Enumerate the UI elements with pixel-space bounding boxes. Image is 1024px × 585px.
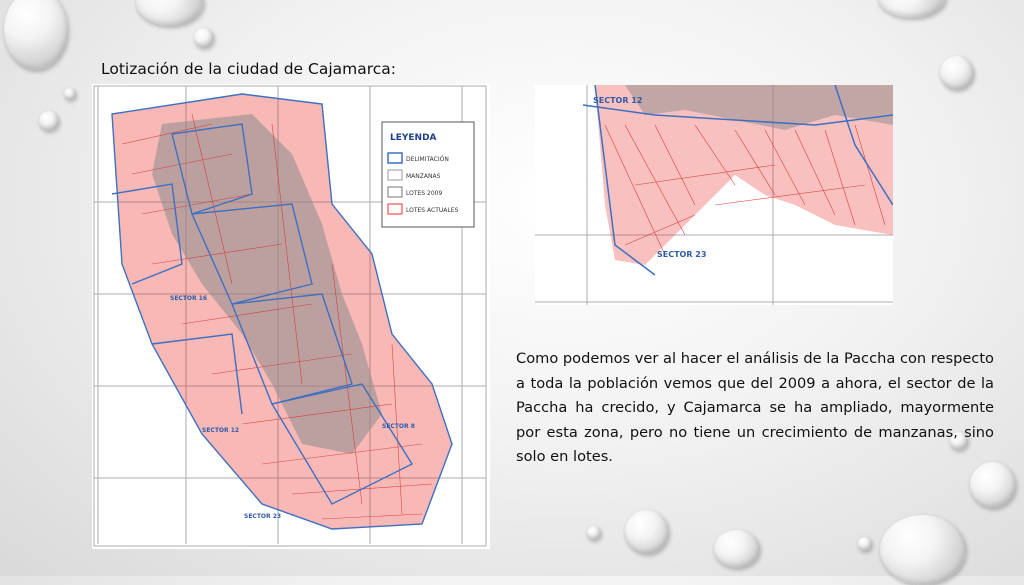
water-drop: [64, 88, 76, 100]
water-drop: [4, 0, 68, 70]
water-drop: [194, 28, 214, 48]
water-drop: [587, 526, 601, 540]
map-sector-label: SECTOR 23: [244, 513, 282, 520]
paccha-zoom-map: [535, 85, 893, 305]
legend-title: LEYENDA: [390, 133, 437, 143]
water-drop: [940, 56, 974, 90]
map-legend: [382, 122, 474, 227]
water-drop: [880, 515, 966, 585]
map-sector-label: SECTOR 12: [202, 427, 240, 434]
water-drop: [858, 537, 872, 551]
legend-item-label: DELIMITACIÓN: [406, 156, 449, 163]
legend-item-label: MANZANAS: [406, 173, 441, 180]
map-sector-label: SECTOR 16: [170, 295, 208, 302]
slide-title: Lotización de la ciudad de Cajamarca:: [101, 60, 397, 78]
analysis-paragraph: Como podemos ver al hacer el análisis de la Paccha con respecto a toda la población vemos que del 2009 a ahora, el sector de la Paccha ha crecido, y Cajamarca se ha ampliado, mayormente por esta zona, pero no tiene un crecimiento de manzanas, sino solo en lotes.: [516, 350, 994, 465]
water-drop: [39, 111, 59, 131]
water-drop: [878, 0, 946, 18]
legend-item-label: LOTES 2009: [406, 190, 443, 197]
water-drop: [714, 530, 760, 568]
map-sector-label: SECTOR 8: [382, 423, 415, 430]
water-drop: [625, 510, 669, 554]
legend-item-label: LOTES ACTUALES: [406, 207, 459, 214]
zoom-sector-label: SECTOR 23: [657, 250, 707, 259]
water-drop: [136, 0, 204, 26]
zoom-sector-label: SECTOR 12: [593, 96, 643, 105]
cajamarca-lots-map: [92, 84, 490, 549]
